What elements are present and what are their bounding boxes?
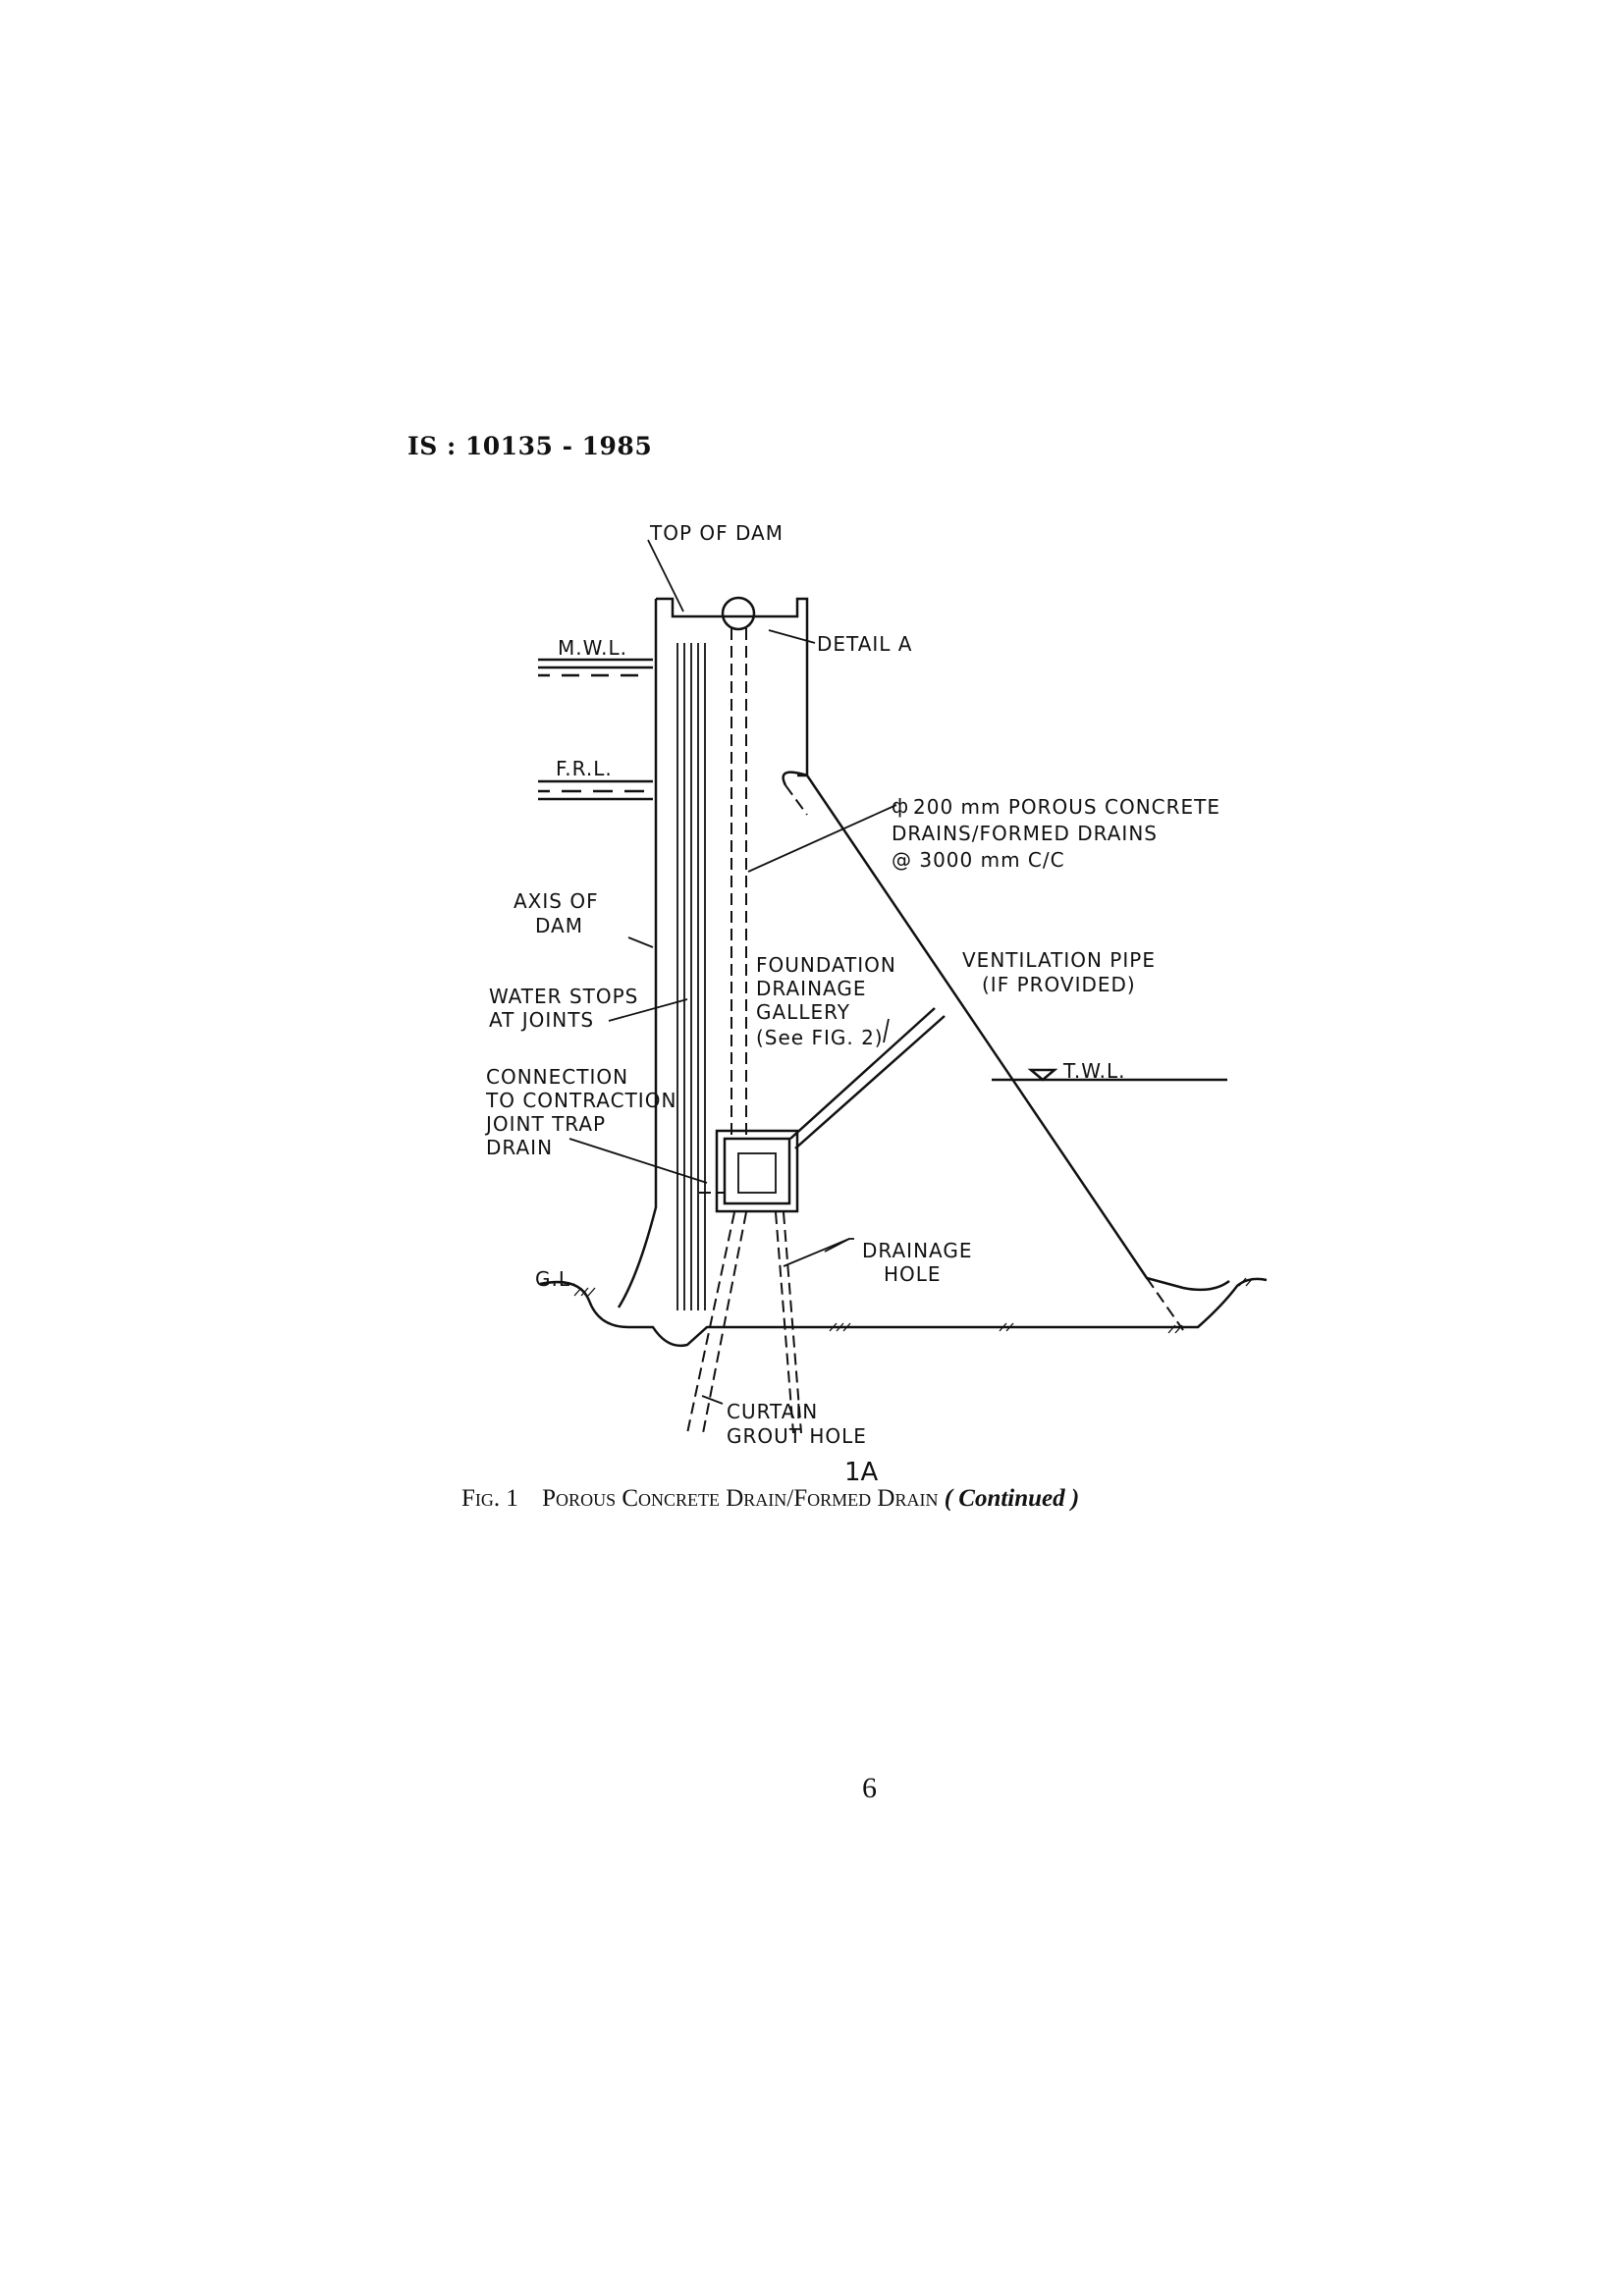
caption-fig-number: Fig. 1 — [461, 1485, 518, 1512]
label-vent-line1: VENTILATION PIPE — [962, 948, 1156, 972]
label-gl: G.L. — [535, 1267, 578, 1291]
label-frl: F.R.L. — [556, 757, 613, 780]
ground-line — [540, 1279, 1267, 1346]
label-gallery-line2: DRAINAGE — [756, 977, 867, 1000]
label-conn-line2: TO CONTRACTION — [486, 1089, 677, 1112]
label-gallery-line1: FOUNDATION — [756, 953, 896, 977]
label-water-stops-line2: AT JOINTS — [489, 1008, 595, 1032]
label-water-stops-line1: WATER STOPS — [489, 985, 639, 1008]
page-number: 6 — [862, 1772, 877, 1804]
label-gallery-line3: GALLERY — [756, 1000, 850, 1024]
label-detail-a: DETAIL A — [817, 632, 913, 656]
label-drainage-hole-line1: DRAINAGE — [862, 1239, 973, 1262]
label-drains-line3: @ 3000 mm C/C — [892, 848, 1065, 872]
document-header-code: IS : 10135 - 1985 — [407, 432, 653, 460]
label-conn-line4: DRAIN — [486, 1136, 554, 1159]
caption-title: Porous Concrete Drain/Formed Drain — [542, 1485, 939, 1512]
label-axis-line1: AXIS OF — [514, 889, 599, 913]
porous-drain-line — [731, 628, 746, 1139]
label-curtain-line2: GROUT HOLE — [727, 1424, 867, 1448]
label-twl: T.W.L. — [1063, 1059, 1126, 1083]
label-vent-line2: (IF PROVIDED) — [982, 973, 1136, 996]
caption-continued: ( Continued ) — [944, 1485, 1080, 1512]
figure-sub-label: 1A — [844, 1458, 879, 1487]
label-drainage-hole-line2: HOLE — [884, 1262, 942, 1286]
label-drains-line2: DRAINS/FORMED DRAINS — [892, 822, 1158, 845]
drains-phi-icon: ф — [892, 794, 910, 818]
label-gallery-line4: (See FIG. 2) — [756, 1026, 884, 1049]
label-conn-line1: CONNECTION — [486, 1065, 629, 1089]
water-stop-lines — [677, 643, 705, 1310]
label-axis-line2: DAM — [535, 914, 583, 937]
detail-a-circle — [723, 598, 754, 629]
label-drains-line1: 200 mm POROUS CONCRETE — [913, 795, 1221, 819]
figure-caption — [461, 1485, 1079, 1513]
label-conn-line3: JOINT TRAP — [486, 1112, 607, 1136]
drainage-gallery — [725, 1139, 789, 1203]
label-top-of-dam: TOP OF DAM — [650, 521, 784, 545]
label-mwl: M.W.L. — [558, 636, 627, 660]
label-curtain-line1: CURTAIN — [727, 1400, 819, 1423]
